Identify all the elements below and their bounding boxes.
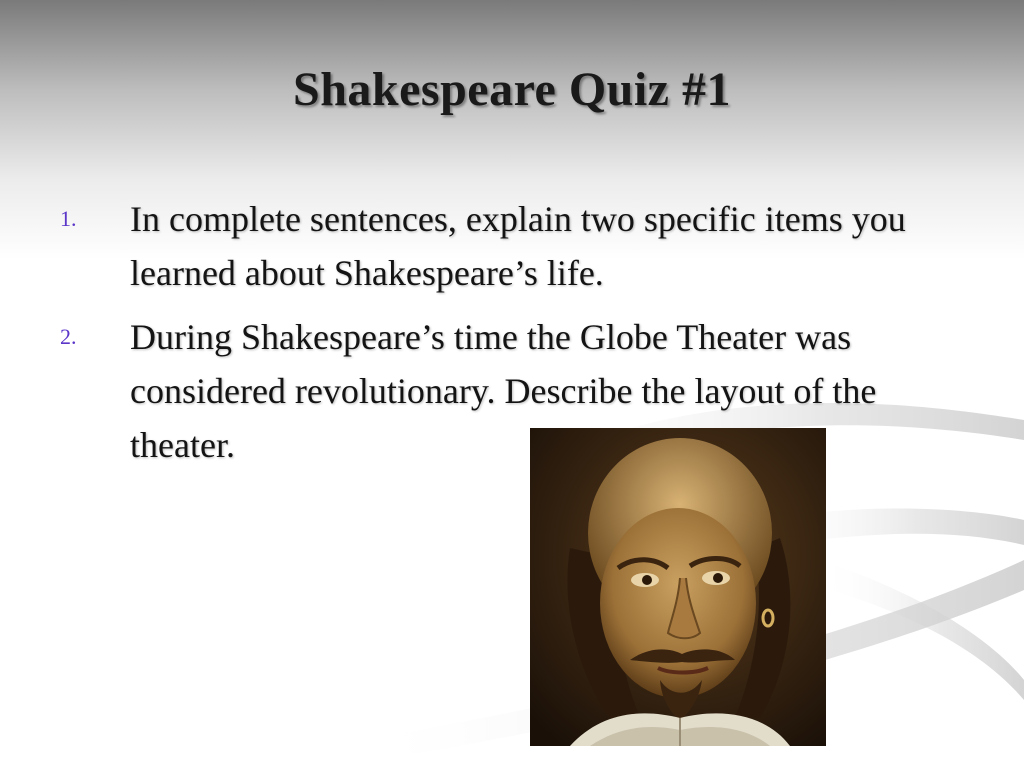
question-text: During Shakespeare’s time the Globe Theater was considered revolutionary. Describe the layout of the theater. <box>130 317 877 465</box>
question-text: In complete sentences, explain two specific items you learned about Shakespeare’s life. <box>130 199 906 293</box>
question-item-1 <box>60 192 960 300</box>
question-number: 2. <box>60 324 77 349</box>
slide-title: Shakespeare Quiz #1 <box>293 63 731 116</box>
question-number: 1. <box>60 206 77 231</box>
shakespeare-portrait-icon <box>530 428 826 746</box>
